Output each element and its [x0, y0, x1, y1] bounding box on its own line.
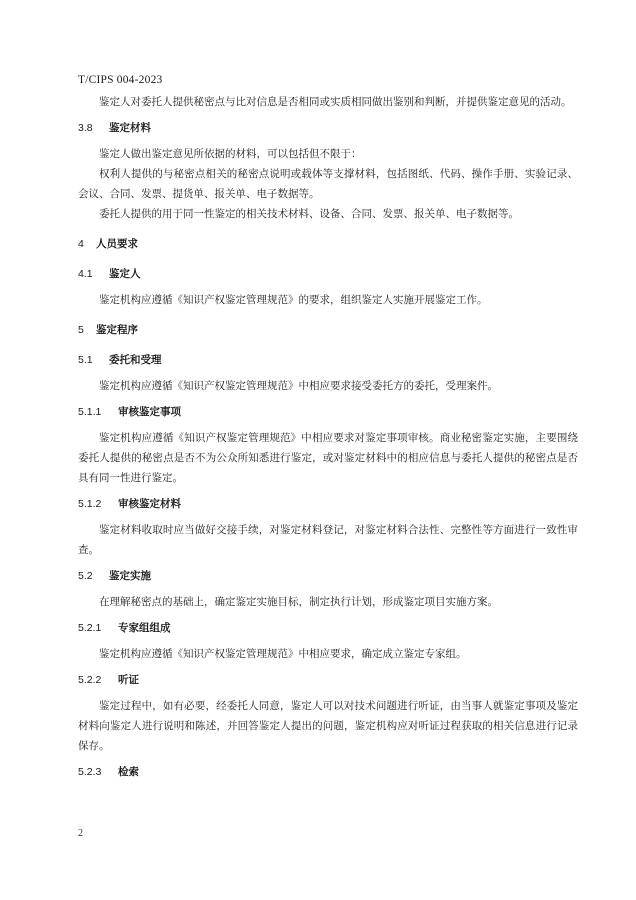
paragraph: 鉴定机构应遵循《知识产权鉴定管理规范》中相应要求接受委托方的委托，受理案件。 — [99, 380, 498, 392]
section-heading-5-1-2 — [78, 494, 578, 514]
paragraph: 鉴定人对委托人提供秘密点与比对信息是否相同或实质相同做出鉴别和判断，并提供鉴定意见的活动。 — [99, 96, 572, 108]
section-title: 鉴定人 — [109, 268, 141, 280]
section-title: 鉴定程序 — [96, 324, 138, 336]
section-title: 委托和受理 — [109, 354, 162, 366]
section-number: 5.2.3 — [78, 766, 102, 778]
section-title: 鉴定实施 — [109, 570, 151, 582]
section-heading-5-2 — [78, 566, 578, 586]
paragraph: 权利人提供的与秘密点相关的秘密点说明或载体等支撑材料，包括图纸、代码、操作手册、实验记录、会议、合同、发票、提货单、报关单、电子数据等。 — [78, 168, 578, 200]
section-title: 听证 — [118, 674, 139, 686]
chapter-heading-4 — [78, 234, 578, 254]
section-heading-5-2-3 — [78, 762, 578, 782]
section-number: 5 — [78, 324, 84, 336]
document-body — [78, 92, 578, 782]
section-number: 5.2.1 — [78, 622, 102, 634]
section-number: 5.1 — [78, 354, 93, 366]
paragraph: 鉴定机构应遵循《知识产权鉴定管理规范》中相应要求，确定成立鉴定专家组。 — [99, 648, 467, 660]
section-title: 审核鉴定材料 — [118, 498, 181, 510]
paragraph: 鉴定人做出鉴定意见所依据的材料，可以包括但不限于： — [99, 148, 362, 160]
paragraph: 鉴定机构应遵循《知识产权鉴定管理规范》中相应要求对鉴定事项审核。商业秘密鉴定实施，主要围绕委托人提供的秘密点是否不为公众所知悉进行鉴定，或对鉴定材料中的相应信息与委托人提供的秘密点是否具有同一性进行鉴定。 — [78, 432, 578, 484]
section-heading-5-2-2 — [78, 670, 578, 690]
paragraph: 鉴定机构应遵循《知识产权鉴定管理规范》的要求，组织鉴定人实施开展鉴定工作。 — [99, 294, 488, 306]
section-title: 人员要求 — [96, 238, 138, 250]
section-heading-5-1-1 — [78, 402, 578, 422]
section-heading-5-1 — [78, 350, 578, 370]
section-title: 专家组组成 — [118, 622, 171, 634]
page-number: 2 — [78, 828, 83, 839]
section-heading-3-8 — [78, 118, 578, 138]
section-heading-5-2-1 — [78, 618, 578, 638]
section-number: 5.2 — [78, 570, 93, 582]
paragraph: 在理解秘密点的基础上，确定鉴定实施目标，制定执行计划，形成鉴定项目实施方案。 — [99, 596, 498, 608]
paragraph: 鉴定过程中，如有必要，经委托人同意，鉴定人可以对技术问题进行听证，由当事人就鉴定事项及鉴定材料向鉴定人进行说明和陈述，并回答鉴定人提出的问题，鉴定机构应对听证过程获取的相关信息进行记录保存。 — [78, 700, 578, 752]
section-number: 5.2.2 — [78, 674, 102, 686]
standard-code: T/CIPS 004-2023 — [78, 74, 163, 86]
section-number: 5.1.2 — [78, 498, 102, 510]
section-number: 5.1.1 — [78, 406, 102, 418]
section-number: 4.1 — [78, 268, 93, 280]
chapter-heading-5 — [78, 320, 578, 340]
section-number: 3.8 — [78, 122, 93, 134]
section-title: 检索 — [118, 766, 139, 778]
paragraph: 鉴定材料收取时应当做好交接手续，对鉴定材料登记，对鉴定材料合法性、完整性等方面进行一致性审查。 — [78, 524, 578, 556]
section-number: 4 — [78, 238, 84, 250]
section-title: 鉴定材料 — [109, 122, 151, 134]
section-title: 审核鉴定事项 — [118, 406, 181, 418]
paragraph: 委托人提供的用于同一性鉴定的相关技术材料、设备、合同、发票、报关单、电子数据等。 — [99, 208, 519, 220]
section-heading-4-1 — [78, 264, 578, 284]
